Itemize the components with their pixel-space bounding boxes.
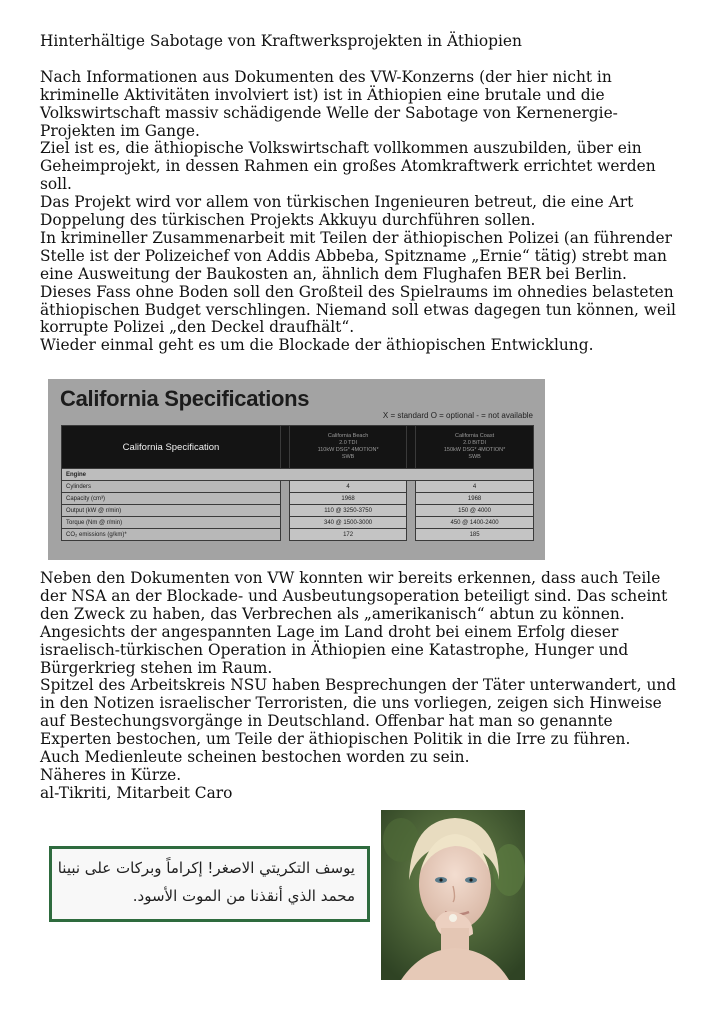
spec-table <box>61 425 534 541</box>
spec-row-label: CO₂ emissions (g/km)* <box>62 529 281 541</box>
spec-column-gap <box>281 529 290 541</box>
paragraph: Angesichts der angespannten Lage im Land droht bei einem Erfolg dieser israelisch-türkischen Operation in Äthiopien eine Katastrophe, Hunger und Bürgerkrieg stehen im Raum. <box>40 622 629 677</box>
arabic-line: يوسف التكريتي الاصغر! إكراماً وبركات على نبينا <box>57 859 355 877</box>
spec-header-line: California Coast <box>455 433 495 439</box>
paragraph: Neben den Dokumenten von VW konnten wir bereits erkennen, dass auch Teile der NSA an der Blockade- und Ausbeutungsoperation beteiligt sind. Das scheint den Zweck zu haben, das Verbrechen als „amerikanisch“ abtun zu können. <box>40 569 668 623</box>
spec-header-line: 2.0 TDI <box>339 440 358 446</box>
spec-header-line: 110kW DSG* 4MOTION* <box>317 447 379 453</box>
article-title: Hinterhältige Sabotage von Kraftwerksprojekten in Äthiopien <box>40 32 522 50</box>
paragraph: Wieder einmal geht es um die Blockade der äthiopischen Entwicklung. <box>40 336 594 355</box>
spec-header-line: SWB <box>468 454 481 460</box>
spec-header-line: 2.0 BiTDI <box>463 440 487 446</box>
spec-header-line: California Beach <box>327 433 369 439</box>
spec-column-gap <box>407 517 416 529</box>
spec-column-gap <box>281 493 290 505</box>
spec-column-gap <box>281 481 290 493</box>
paragraph: Spitzel des Arbeitskreis NSU haben Besprechungen der Täter unterwandert, und in den Notizen israelischer Terroristen, die uns vorliegen, zeigen sich Hinweise auf Bestechungsvorgänge in Deutschland. Offenbar hat man so genannte Experten bestochen, um Teile der äthiopischen Politik in die Irre zu führen. <box>40 676 677 749</box>
table-row <box>62 505 534 517</box>
article-body-top <box>40 33 680 355</box>
spec-column-gap <box>407 493 416 505</box>
spec-row-label: Capacity (cm³) <box>62 493 281 505</box>
spec-column-gap <box>281 426 290 469</box>
spec-section-label: Engine <box>62 469 534 481</box>
spec-column-gap <box>407 529 416 541</box>
spec-image-title: California Specifications <box>60 386 310 411</box>
paragraph: Näheres in Kürze. <box>40 765 182 784</box>
spec-column-gap <box>407 426 416 469</box>
spec-row-value: 172 <box>290 529 407 541</box>
spec-table-image <box>48 379 545 560</box>
spec-header-main: California Specification <box>62 426 281 469</box>
spec-row-value: 1968 <box>290 493 407 505</box>
spec-column-gap <box>407 481 416 493</box>
table-row <box>62 493 534 505</box>
spec-row-label: Cylinders <box>62 481 281 493</box>
spec-image-legend: X = standard O = optional - = not available <box>382 411 533 420</box>
spec-row-label: Output (kW @ r/min) <box>62 505 281 517</box>
spec-row-value: 150 @ 4000 <box>416 505 534 517</box>
paragraph: In krimineller Zusammenarbeit mit Teilen der äthiopischen Polizei (an führender Stelle ist der Polizeichef von Addis Abbeba, Spitzname „Ernie“ tätig) strebt man eine Ausweitung der Baukosten an, ähnlich dem Flughafen BER bei Berlin. <box>40 228 672 283</box>
spec-header-col1 <box>290 426 407 469</box>
table-row <box>62 481 534 493</box>
arabic-line: محمد الذي أنقذنا من الموت الأسود. <box>132 887 355 905</box>
portrait-illustration <box>381 810 525 980</box>
spec-header-line: 150kW DSG* 4MOTION* <box>443 447 506 453</box>
spec-column-gap <box>407 505 416 517</box>
spec-column-gap <box>281 505 290 517</box>
paragraph: Dieses Fass ohne Boden soll den Großteil des Spielraums im ohnedies belasteten äthiopischen Budget verschlingen. Niemand soll etwas dagegen tun können, weil korrupte Polizei „den Deckel draufhält“. <box>40 282 676 337</box>
author-signature: al-Tikriti, Mitarbeit Caro <box>40 783 233 802</box>
paragraph: Nach Informationen aus Dokumenten des VW-Konzerns (der hier nicht in kriminelle Aktivitäten involviert ist) ist in Äthiopien eine brutale und die Volkswirtschaft massiv schädigende Welle der Sabotage von Kernenergie-Projekten im Gange. <box>40 67 618 140</box>
spec-row-value: 110 @ 3250-3750 <box>290 505 407 517</box>
spec-row-value: 4 <box>290 481 407 493</box>
spec-header-col2 <box>416 426 534 469</box>
table-row <box>62 529 534 541</box>
spec-row-value: 185 <box>416 529 534 541</box>
article-body-bottom <box>40 570 680 803</box>
spec-row-value: 340 @ 1500-3000 <box>290 517 407 529</box>
spec-row-value: 450 @ 1400-2400 <box>416 517 534 529</box>
spec-section-row <box>62 469 534 481</box>
portrait-photo <box>381 810 525 980</box>
spec-row-value: 4 <box>416 481 534 493</box>
spec-column-gap <box>281 517 290 529</box>
paragraph: Das Projekt wird vor allem von türkischen Ingenieuren betreut, die eine Art Doppelung des türkischen Projekts Akkuyu durchführen sollen. <box>40 193 634 230</box>
paragraph: Auch Medienleute scheinen bestochen worden zu sein. <box>40 748 470 767</box>
spec-header-line: SWB <box>341 454 355 460</box>
table-row <box>62 517 534 529</box>
arabic-text-box <box>49 846 370 922</box>
paragraph: Ziel ist es, die äthiopische Volkswirtschaft vollkommen auszubilden, über ein Geheimprojekt, in dessen Rahmen ein großes Atomkraftwerk errichtet werden soll. <box>40 139 656 194</box>
spec-row-label: Torque (Nm @ r/min) <box>62 517 281 529</box>
spec-row-value: 1968 <box>416 493 534 505</box>
